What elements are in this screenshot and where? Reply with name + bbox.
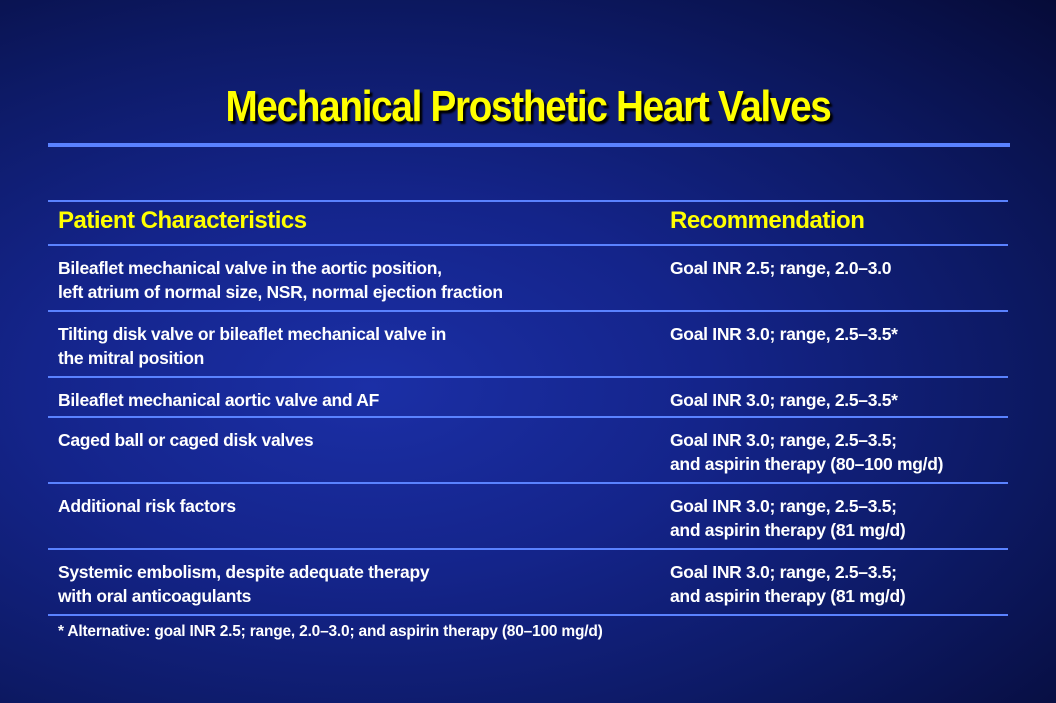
header-patient-characteristics: Patient Characteristics [58,207,307,234]
cell-recommendation: Goal INR 3.0; range, 2.5–3.5; and aspirin therapy (81 mg/d) [670,496,906,540]
cell-recommendation: Goal INR 3.0; range, 2.5–3.5; and aspirin therapy (80–100 mg/d) [670,430,944,474]
cell-characteristics: Systemic embolism, despite adequate therapy with oral anticoagulants [58,562,430,606]
title-underline [48,143,1010,147]
table-row [48,310,1008,376]
footnote: * Alternative: goal INR 2.5; range, 2.0–3.0; and aspirin therapy (80–100 mg/d) [58,623,603,640]
cell-characteristics: Tilting disk valve or bileaflet mechanical valve in the mitral position [58,324,447,368]
table-row [48,376,1008,416]
cell-recommendation: Goal INR 3.0; range, 2.5–3.5* [670,390,898,410]
cell-characteristics: Caged ball or caged disk valves [58,430,314,450]
table-row [48,548,1008,614]
cell-recommendation: Goal INR 3.0; range, 2.5–3.5; and aspirin therapy (81 mg/d) [670,562,906,606]
table-row [48,416,1008,482]
cell-characteristics: Bileaflet mechanical aortic valve and AF [58,390,379,410]
cell-characteristics: Bileaflet mechanical valve in the aortic position, left atrium of normal size, NSR, normal ejection fraction [58,258,503,302]
table-footnote-row [48,614,1008,654]
table-row [48,482,1008,548]
header-recommendation: Recommendation [670,207,865,234]
cell-recommendation: Goal INR 2.5; range, 2.0–3.0 [670,258,892,278]
table-header-row [48,200,1008,244]
recommendations-table [48,200,1008,654]
cell-characteristics: Additional risk factors [58,496,236,516]
cell-recommendation: Goal INR 3.0; range, 2.5–3.5* [670,324,898,344]
slide-title: Mechanical Prosthetic Heart Valves [225,82,831,131]
table-row [48,244,1008,310]
